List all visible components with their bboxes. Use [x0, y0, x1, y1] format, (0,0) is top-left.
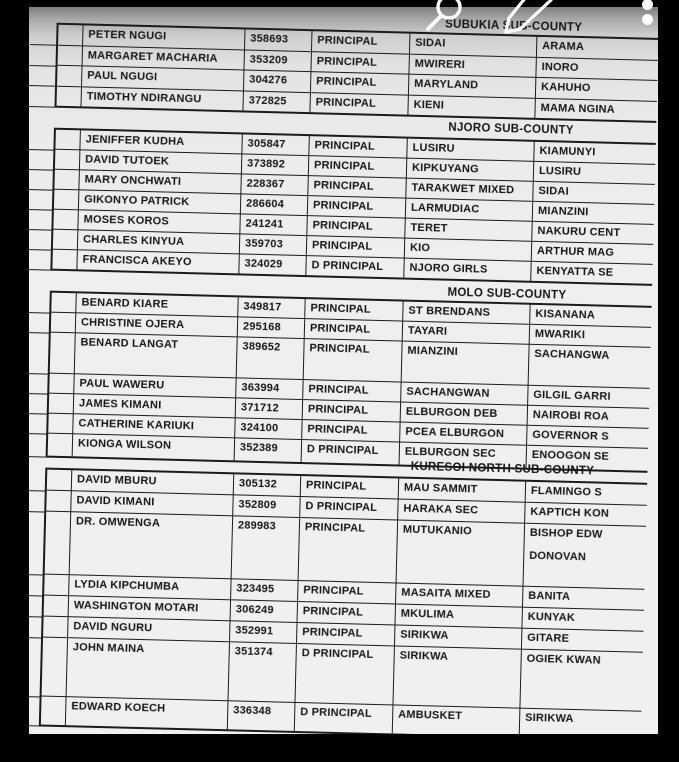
cell-no	[244, 50, 311, 71]
cell-text: JAMES KIMANI	[78, 397, 162, 412]
cell-loc	[532, 242, 653, 264]
cell-name	[69, 596, 231, 620]
cell-text: SIDAI	[538, 184, 569, 198]
cell-name	[82, 66, 244, 90]
cell-text: BANITA	[528, 589, 571, 603]
cell-text: CHARLES KINYUA	[82, 233, 185, 249]
cell-name	[77, 250, 239, 273]
cell-text: 359703	[244, 237, 284, 251]
cell-text: 389652	[242, 340, 281, 354]
cell-index	[47, 470, 72, 491]
cell-no	[240, 214, 307, 235]
cell-school	[395, 625, 522, 648]
cell-name	[73, 434, 236, 460]
cell-loc	[537, 37, 658, 60]
cell-no	[237, 337, 305, 379]
cell-text: PRINCIPAL	[313, 179, 374, 193]
cell-text: FRANCISCA AKEYO	[82, 253, 192, 269]
cell-text: NJORO GIRLS	[409, 261, 488, 276]
cell-text: SACHANGWA	[534, 347, 610, 362]
staff-table-document	[29, 7, 658, 734]
cell-text: 323495	[236, 582, 275, 596]
cell-text: ELBURGON SEC	[404, 445, 497, 460]
cell-text: TIMOTHY NDIRANGU	[86, 89, 202, 105]
cell-text: 336348	[233, 704, 272, 718]
cell-school	[401, 383, 528, 405]
cell-text: KIAMUNYI	[539, 144, 596, 159]
cell-index	[53, 230, 78, 250]
cell-name	[66, 697, 229, 729]
cell-text: D PRINCIPAL	[305, 500, 378, 514]
cell-index	[44, 596, 69, 617]
cell-text: KIENI	[413, 98, 445, 112]
cell-title	[301, 476, 399, 498]
cell-no	[230, 621, 297, 643]
cell-text: WASHINGTON MOTARI	[73, 599, 199, 615]
cell-no	[238, 317, 305, 338]
cell-text: PRINCIPAL	[311, 239, 373, 253]
cell-text: PRINCIPAL	[305, 479, 367, 493]
cell-text: GIKONYO PATRICK	[83, 193, 190, 209]
cell-text: PETER NGUGI	[88, 28, 167, 43]
cell-text: PRINCIPAL	[303, 584, 364, 598]
cell-text: 371712	[240, 401, 279, 415]
cell-text: PRINCIPAL	[302, 626, 363, 640]
cell-text: PRINCIPAL	[316, 75, 377, 89]
cell-title	[307, 216, 405, 237]
cell-title	[307, 236, 405, 257]
cell-index	[57, 66, 82, 86]
cell-loc	[529, 345, 651, 388]
cell-no	[234, 474, 301, 496]
cell-text: KENYATTA SE	[536, 264, 614, 279]
edit-pencil-icon[interactable]	[497, 0, 555, 36]
cell-index	[48, 434, 74, 457]
cell-index	[58, 45, 83, 65]
cell-title	[297, 623, 395, 645]
cell-index	[57, 86, 82, 106]
cell-text: PRINCIPAL	[310, 302, 371, 316]
cell-index	[55, 150, 80, 170]
cell-title	[303, 400, 401, 421]
cell-text: CATHERINE KARIUKI	[78, 417, 195, 433]
cell-loc	[530, 325, 651, 347]
cell-no	[242, 134, 309, 155]
cell-text: PRINCIPAL	[309, 342, 370, 356]
cell-title	[308, 196, 406, 217]
cell-text: PRINCIPAL	[315, 95, 377, 110]
cell-title	[295, 644, 394, 704]
cell-title	[306, 256, 404, 277]
cell-index	[51, 313, 76, 333]
cell-loc	[520, 650, 642, 711]
cell-text: MAMA NGINA	[540, 101, 616, 116]
cell-school	[398, 500, 525, 523]
cell-text: 352991	[235, 624, 274, 638]
cell-index	[54, 190, 79, 210]
cell-text: D PRINCIPAL	[306, 443, 379, 457]
cell-index	[49, 394, 74, 414]
cell-no	[241, 194, 308, 215]
cell-text: DR. OMWENGA	[75, 515, 161, 530]
cell-title	[308, 176, 406, 197]
cell-school	[403, 322, 530, 344]
cell-no	[240, 234, 307, 255]
cell-title	[295, 703, 394, 733]
cell-text: 352389	[239, 441, 278, 455]
cell-text: KIPKUYANG	[411, 161, 479, 176]
cell-index	[44, 575, 69, 596]
cell-text: 228367	[246, 177, 285, 191]
cell-school	[409, 54, 536, 77]
cell-no	[236, 398, 303, 419]
cell-school	[407, 159, 534, 181]
cell-no	[244, 70, 311, 91]
cell-text: BISHOP EDW	[529, 526, 603, 541]
cell-text-line2: DONOVAN	[529, 549, 587, 564]
cell-text: ARAMA	[542, 40, 585, 54]
cell-text: MOSES KOROS	[83, 213, 170, 228]
sub-county-table	[39, 468, 647, 734]
cell-text: MARY ONCHWATI	[84, 173, 182, 188]
cell-school	[402, 342, 530, 385]
cell-no	[229, 642, 297, 702]
cell-name	[71, 491, 233, 515]
cell-text: GOVERNOR S	[532, 428, 610, 443]
cell-title	[311, 52, 409, 74]
cell-text: MKULIMA	[400, 607, 455, 621]
cell-text: TAYARI	[407, 324, 448, 338]
cell-text: MARYLAND	[414, 77, 479, 92]
cell-title	[300, 497, 398, 519]
cell-loc	[520, 709, 642, 734]
viewer-toolbar	[0, 0, 679, 40]
cell-text: KAPTICH KON	[530, 505, 610, 520]
cell-title	[303, 380, 401, 401]
more-options-icon[interactable]	[641, 0, 654, 29]
cell-index	[45, 512, 72, 575]
cell-index	[53, 210, 78, 230]
cell-index	[50, 333, 76, 374]
cell-text: D PRINCIPAL	[300, 706, 373, 720]
cell-text: PRINCIPAL	[316, 54, 378, 69]
cell-school	[405, 239, 532, 261]
cell-text: FLAMINGO S	[530, 484, 603, 499]
cell-text: 304276	[249, 73, 288, 87]
cell-text: BENARD KIARE	[81, 296, 169, 311]
cell-name	[82, 87, 244, 111]
cell-text: PRINCIPAL	[314, 139, 375, 153]
cell-no	[231, 600, 298, 622]
sub-county-header: KURESOI NORTH SUB-COUNTY	[410, 460, 595, 478]
cell-school	[404, 259, 531, 281]
cell-no	[242, 154, 309, 175]
cell-text: GITARE	[527, 631, 570, 645]
cell-school	[395, 604, 522, 627]
cell-text: MUTUKANIO	[402, 523, 473, 538]
cell-text: PRINCIPAL	[309, 322, 371, 336]
cell-school	[397, 521, 526, 586]
cell-school	[405, 219, 532, 241]
cell-text: KISANANA	[535, 307, 596, 322]
cell-text: 358693	[250, 32, 289, 46]
cell-name	[68, 617, 230, 641]
cell-school	[403, 302, 530, 324]
cell-text: SIRIKWA	[399, 649, 449, 663]
cell-text: D PRINCIPAL	[301, 647, 374, 661]
cell-loc	[534, 142, 655, 164]
cell-no	[239, 254, 306, 275]
cell-text: 363994	[241, 381, 280, 395]
cell-text: KUNYAK	[527, 610, 576, 625]
cell-text: 324100	[240, 421, 279, 435]
sub-county-table	[50, 128, 655, 286]
cell-school	[401, 403, 528, 425]
sub-county-header: SUBUKIA SUB-COUNTY	[444, 18, 583, 35]
cell-text: TARAKWET MIXED	[411, 181, 515, 197]
cell-text: KIO	[409, 241, 431, 255]
cell-school	[393, 646, 521, 707]
cell-loc	[534, 162, 655, 184]
cell-text: MARGARET MACHARIA	[87, 49, 218, 65]
sub-county-header: MOLO SUB-COUNTY	[447, 286, 567, 302]
cell-loc	[522, 629, 643, 652]
cell-school	[406, 179, 533, 201]
cell-title	[305, 319, 403, 340]
cell-text: NAIROBI ROA	[532, 408, 610, 423]
cell-title	[305, 299, 403, 320]
cell-text: 295168	[242, 320, 282, 334]
menu-dot	[642, 0, 653, 10]
cell-loc	[528, 386, 649, 408]
cell-school	[409, 75, 536, 98]
cell-loc	[523, 587, 644, 610]
cell-loc	[526, 482, 647, 505]
cell-loc	[530, 305, 651, 327]
cell-text: SACHANGWAN	[406, 385, 490, 400]
cell-index	[52, 250, 77, 270]
cell-loc	[531, 262, 652, 284]
cell-text: 305847	[247, 137, 286, 151]
cell-text: NAKURU CENT	[537, 224, 621, 240]
cell-text: INORO	[541, 60, 579, 74]
cell-text: EDWARD KOECH	[71, 700, 166, 715]
cell-name	[70, 512, 234, 578]
cell-text: BENARD LANGAT	[80, 336, 179, 351]
cell-text: DAVID KIMANI	[76, 494, 155, 509]
cell-text: MAU SAMMIT	[403, 481, 478, 496]
cell-text: HARAKA SEC	[403, 502, 479, 517]
cell-text: ARTHUR MAG	[536, 244, 615, 259]
cell-text: PRINCIPAL	[308, 383, 369, 397]
cell-text: 241241	[245, 217, 284, 231]
cell-text: 353209	[249, 53, 288, 67]
cell-text: LUSIRU	[538, 164, 582, 179]
cell-no	[243, 91, 310, 112]
cell-index	[46, 491, 71, 512]
cell-loc	[535, 98, 656, 121]
search-icon[interactable]	[423, 0, 471, 36]
cell-title	[298, 581, 396, 603]
cell-text: OGIEK KWAN	[526, 652, 601, 667]
cell-loc	[533, 182, 654, 204]
cell-text: CHRISTINE OJERA	[80, 316, 185, 332]
cell-school	[396, 583, 523, 606]
cell-text: MWIRERI	[414, 57, 466, 71]
cell-text: PRINCIPAL	[312, 219, 373, 233]
cell-text: ST BRENDANS	[408, 304, 491, 319]
cell-text: LARMUDIAC	[410, 201, 480, 216]
cell-text: PRINCIPAL	[317, 34, 378, 48]
menu-dot	[642, 14, 653, 25]
cell-index	[41, 697, 67, 726]
cell-text: 305132	[238, 477, 278, 491]
cell-index	[48, 414, 73, 434]
cell-loc	[522, 608, 643, 631]
cell-text: JOHN MAINA	[72, 641, 145, 656]
cell-text: 349817	[243, 300, 282, 314]
cell-title	[310, 93, 408, 115]
cell-name	[75, 333, 238, 377]
cell-text: KAHUHO	[540, 80, 591, 95]
cell-no	[238, 297, 305, 318]
cell-text: PRINCIPAL	[313, 159, 375, 173]
cell-text: PRINCIPAL	[312, 199, 374, 213]
cell-no	[228, 701, 296, 731]
cell-text: SIRIKWA	[400, 628, 449, 642]
cell-loc	[528, 406, 649, 428]
cell-text: PRINCIPAL	[304, 521, 366, 535]
cell-text: GILGIL GARRI	[533, 388, 611, 403]
cell-text: D PRINCIPAL	[311, 259, 384, 274]
cell-no	[232, 516, 301, 580]
cell-loc	[525, 503, 646, 526]
document-photo	[29, 7, 658, 734]
cell-school	[406, 199, 533, 221]
cell-text: DAVID NGURU	[73, 620, 153, 635]
cell-index	[43, 617, 68, 638]
cell-school	[400, 423, 527, 445]
cell-index	[49, 374, 74, 394]
cell-name	[67, 638, 230, 700]
cell-text: PRINCIPAL	[302, 605, 364, 619]
sub-county-table	[46, 291, 652, 473]
cell-name	[69, 575, 231, 599]
cell-no	[235, 438, 303, 462]
cell-loc	[536, 78, 657, 101]
cell-text: LYDIA KIPCHUMBA	[74, 578, 180, 593]
cell-school	[393, 705, 521, 734]
cell-index	[42, 638, 68, 697]
cell-no	[236, 378, 303, 399]
cell-text: 352809	[238, 498, 277, 512]
cell-school	[399, 479, 526, 502]
cell-title	[302, 420, 400, 441]
cell-name	[83, 46, 245, 70]
cell-text: AMBUSKET	[398, 708, 463, 723]
cell-text: 372825	[248, 94, 287, 108]
cell-text: MIANZINI	[537, 204, 589, 219]
cell-text: ENOOGON SE	[531, 448, 610, 463]
cell-text: 289983	[237, 519, 276, 533]
cell-title	[309, 156, 407, 177]
cell-name	[72, 470, 234, 494]
cell-text: PCEA ELBURGON	[405, 425, 505, 441]
cell-text: 324029	[244, 257, 283, 271]
cell-text: LUSIRU	[412, 141, 455, 155]
cell-no	[241, 174, 308, 195]
cell-text: 373892	[246, 157, 286, 171]
cell-text: PRINCIPAL	[307, 423, 368, 437]
cell-loc	[524, 524, 647, 589]
cell-text: MIANZINI	[407, 344, 459, 358]
cell-title	[299, 518, 399, 582]
cell-loc	[527, 426, 648, 448]
cell-text: 286604	[245, 197, 285, 211]
cell-loc	[536, 57, 657, 80]
cell-text: MWARIKI	[534, 327, 586, 342]
cell-loc	[533, 202, 654, 224]
cell-no	[235, 418, 302, 439]
cell-text: DAVID TUTOEK	[85, 153, 170, 168]
cell-no	[231, 579, 298, 601]
cell-index	[51, 293, 76, 313]
cell-title	[311, 72, 409, 94]
cell-text: KIONGA WILSON	[77, 437, 172, 452]
cell-text: 351374	[234, 645, 273, 659]
cell-text: JENIFFER KUDHA	[85, 133, 185, 148]
cell-school	[408, 95, 535, 118]
cell-text: SIDAI	[415, 36, 446, 50]
cell-text: SIRIKWA	[525, 711, 574, 726]
cell-text: PRINCIPAL	[307, 403, 369, 417]
cell-text: PAUL NGUGI	[87, 69, 158, 84]
cell-no	[233, 495, 300, 517]
sub-county-header: NJORO SUB-COUNTY	[448, 121, 574, 137]
cell-index	[54, 170, 79, 190]
cell-text: DAVID MBURU	[76, 473, 157, 488]
cell-text: MASAITA MIXED	[401, 586, 491, 601]
cell-school	[407, 139, 534, 161]
cell-text: 306249	[235, 603, 274, 617]
cell-title	[304, 339, 403, 381]
cell-text: PAUL WAWERU	[79, 377, 165, 392]
cell-title	[309, 136, 407, 157]
cell-loc	[532, 222, 653, 244]
cell-text: ELBURGON DEB	[405, 405, 498, 420]
cell-index	[55, 130, 80, 150]
cell-text: TERET	[410, 221, 448, 235]
cell-title	[298, 602, 396, 624]
